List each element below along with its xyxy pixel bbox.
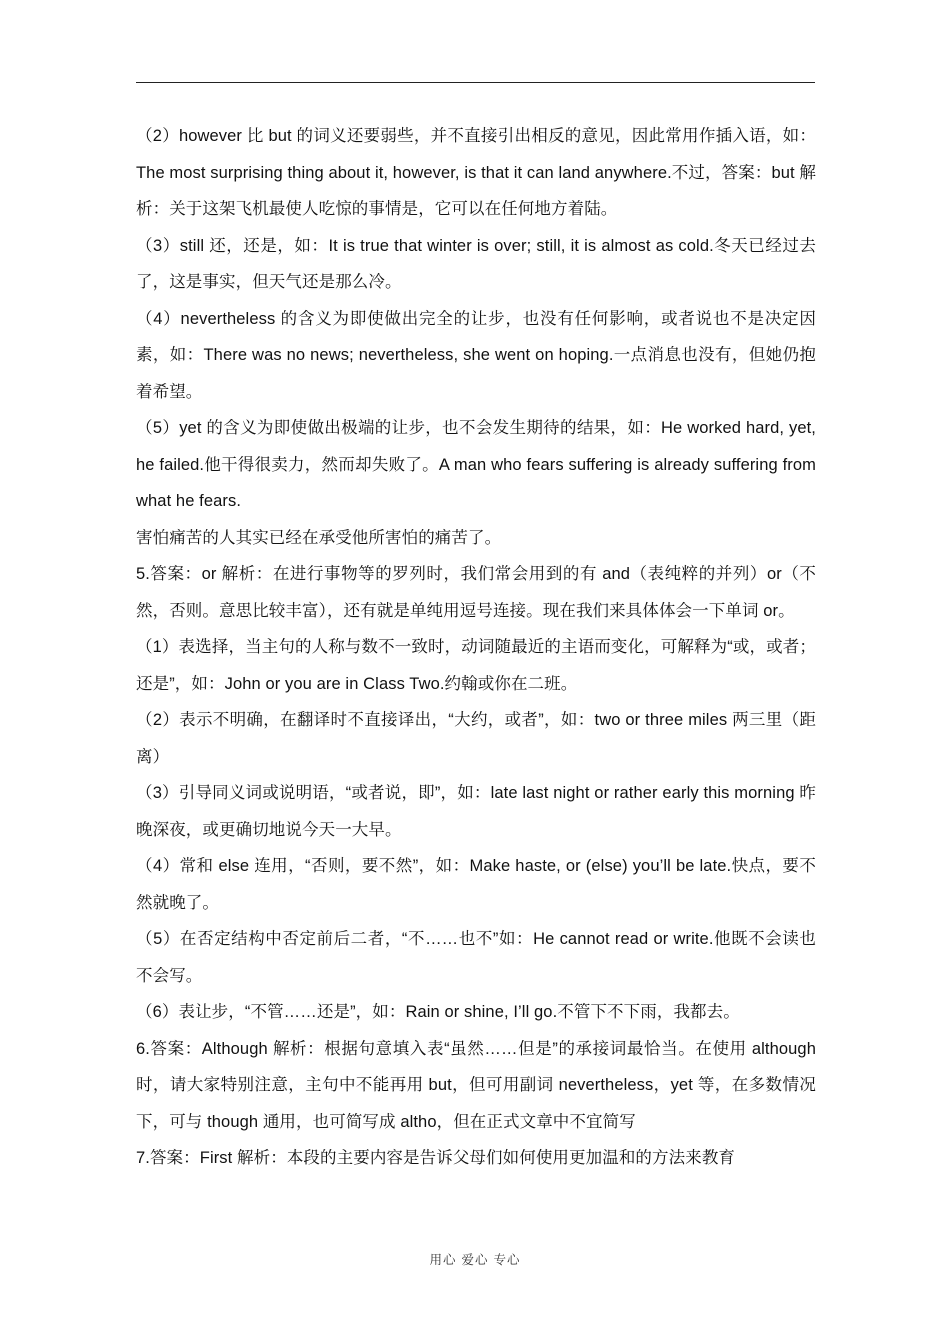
header-rule bbox=[136, 82, 815, 83]
paragraph-or-6: （6）表让步，“不管……还是”，如：Rain or shine, I’ll go.不管下不下雨，我都去。 bbox=[136, 1003, 740, 1021]
paragraph-or-4: （4）常和 else 连用，“否则，要不然”，如：Make haste, or (else) you’ll be late.快点，要不然就晚了。 bbox=[136, 857, 816, 912]
paragraph-answer-6: 6.答案：Although 解析：根据句意填入表“虽然……但是”的承接词最恰当。在使用 although 时，请大家特别注意，主句中不能再用 but，但可用副词 nevertheless，yet 等，在多数情况下，可与 though 通用，也可简写成 altho，但在正式文章中不宜简写 bbox=[136, 1039, 816, 1131]
paragraph-answer-5: 5.答案：or 解析：在进行事物等的罗列时，我们常会用到的有 and（表纯粹的并列）or（不然，否则。意思比较丰富），还有就是单纯用逗号连接。现在我们来具体体会一下单词 or。 bbox=[136, 565, 816, 620]
paragraph-answer-7: 7.答案：First 解析：本段的主要内容是告诉父母们如何使用更加温和的方法来教育 bbox=[136, 1149, 736, 1167]
document-body bbox=[136, 118, 816, 1177]
paragraph-or-2: （2）表示不明确，在翻译时不直接译出，“大约，或者”，如：two or three miles 两三里（距离） bbox=[136, 711, 816, 766]
paragraph-or-3: （3）引导同义词或说明语，“或者说，即”，如：late last night or rather early this morning 昨晚深夜，或更确切地说今天一大早。 bbox=[136, 784, 816, 839]
paragraph-yet: （5）yet 的含义为即使做出极端的让步，也不会发生期待的结果，如：He worked hard, yet, he failed.他干得很卖力，然而却失败了。A man who fears suffering is already suffering from what he fears. bbox=[136, 419, 816, 510]
paragraph-or-5: （5）在否定结构中否定前后二者，“不……也不”如：He cannot read or write.他既不会读也不会写。 bbox=[136, 930, 816, 985]
paragraph-yet-translation: 害怕痛苦的人其实已经在承受他所害怕的痛苦了。 bbox=[136, 528, 502, 547]
page-footer: 用心 爱心 专心 bbox=[429, 1252, 521, 1267]
paragraph-however: （2）however 比 but 的词义还要弱些，并不直接引出相反的意见，因此常用作插入语，如：The most surprising thing about it, however, is that it can land anywhere.不过，答案：but 解析：关于这架飞机最使人吃惊的事情是，它可以在任何地方着陆。 bbox=[136, 127, 816, 218]
paragraph-or-1: （1）表选择，当主句的人称与数不一致时，动词随最近的主语而变化，可解释为“或，或者；还是”，如：John or you are in Class Two.约翰或你在二班。 bbox=[136, 638, 816, 693]
paragraph-nevertheless: （4）nevertheless 的含义为即使做出完全的让步，也没有任何影响，或者说也不是决定因素，如：There was no news; nevertheless, she went on hoping.一点消息也没有，但她仍抱着希望。 bbox=[136, 309, 816, 401]
paragraph-still: （3）still 还，还是，如：It is true that winter is over; still, it is almost as cold.冬天已经过去了，这是事实，但天气还是那么冷。 bbox=[136, 236, 816, 291]
